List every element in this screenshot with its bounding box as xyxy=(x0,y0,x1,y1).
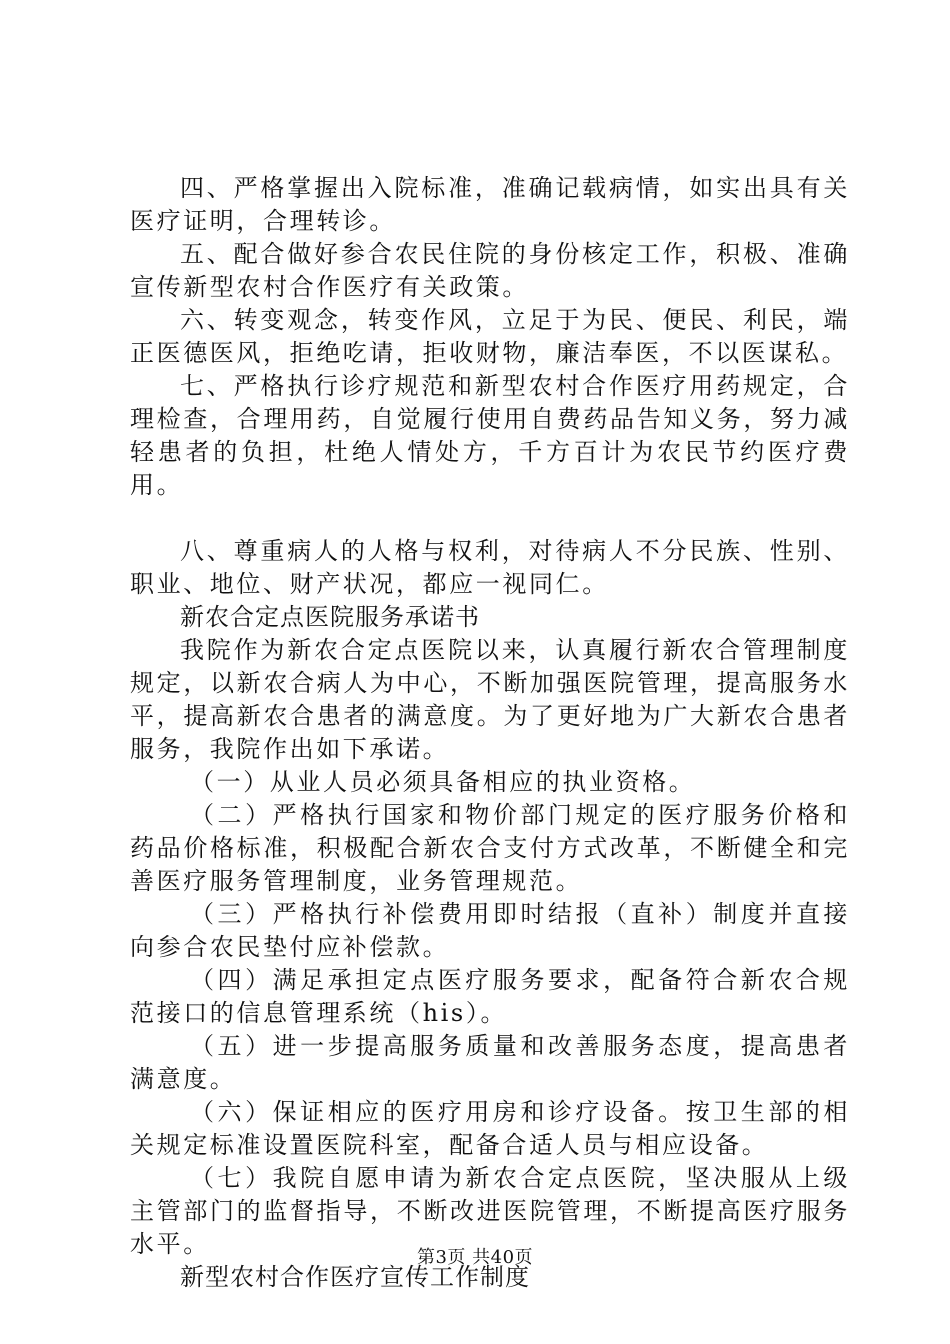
commitment-item: （六）保证相应的医疗用房和诊疗设备。按卫生部的相关规定标准设置医院科室，配备合适人员与相应设备。 xyxy=(130,1098,850,1159)
commitment-item: （二）严格执行国家和物价部门规定的医疗服务价格和药品价格标准，积极配合新农合支付方式改革，不断健全和完善医疗服务管理制度，业务管理规范。 xyxy=(130,801,850,895)
commitment-item: （三）严格执行补偿费用即时结报（直补）制度并直接向参合农民垫付应补偿款。 xyxy=(130,900,850,961)
section-title-commitment: 新农合定点医院服务承诺书 xyxy=(180,603,480,631)
section-title-publicity: 新型农村合作医疗宣传工作制度 xyxy=(180,1263,530,1291)
document-body xyxy=(130,172,850,1294)
paragraph-8: 八、尊重病人的人格与权利，对待病人不分民族、性别、职业、地位、财产状况，都应一视同仁。 xyxy=(130,537,850,598)
paragraph-5: 五、配合做好参合农民住院的身份核定工作，积极、准确宣传新型农村合作医疗有关政策。 xyxy=(130,240,850,301)
commitment-item: （四）满足承担定点医疗服务要求，配备符合新农合规范接口的信息管理系统（his）。 xyxy=(130,966,850,1027)
paragraph-4: 四、严格掌握出入院标准，准确记载病情，如实出具有关医疗证明，合理转诊。 xyxy=(130,174,850,235)
commitment-item: （五）进一步提高服务质量和改善服务态度，提高患者满意度。 xyxy=(130,1032,850,1093)
paragraph-6: 六、转变观念，转变作风，立足于为民、便民、利民，端正医德医风，拒绝吃请，拒收财物，廉洁奉医，不以医谋私。 xyxy=(130,306,850,367)
paragraph-7: 七、严格执行诊疗规范和新型农村合作医疗用药规定，合理检查，合理用药，自觉履行使用自费药品告知义务，努力减轻患者的负担，杜绝人情处方，千方百计为农民节约医疗费用。 xyxy=(130,372,850,499)
commitment-item: （一）从业人员必须具备相应的执业资格。 xyxy=(190,768,696,796)
commitment-intro: 我院作为新农合定点医院以来，认真履行新农合管理制度规定，以新农合病人为中心，不断加强医院管理，提高服务水平，提高新农合患者的满意度。为了更好地为广大新农合患者服务，我院作出如下承诺。 xyxy=(130,636,850,763)
page-number-footer: 第3页 共40页 xyxy=(416,1247,534,1268)
commitment-item: （七）我院自愿申请为新农合定点医院，坚决服从上级主管部门的监督指导，不断改进医院管理，不断提高医疗服务水平。 xyxy=(130,1164,850,1258)
